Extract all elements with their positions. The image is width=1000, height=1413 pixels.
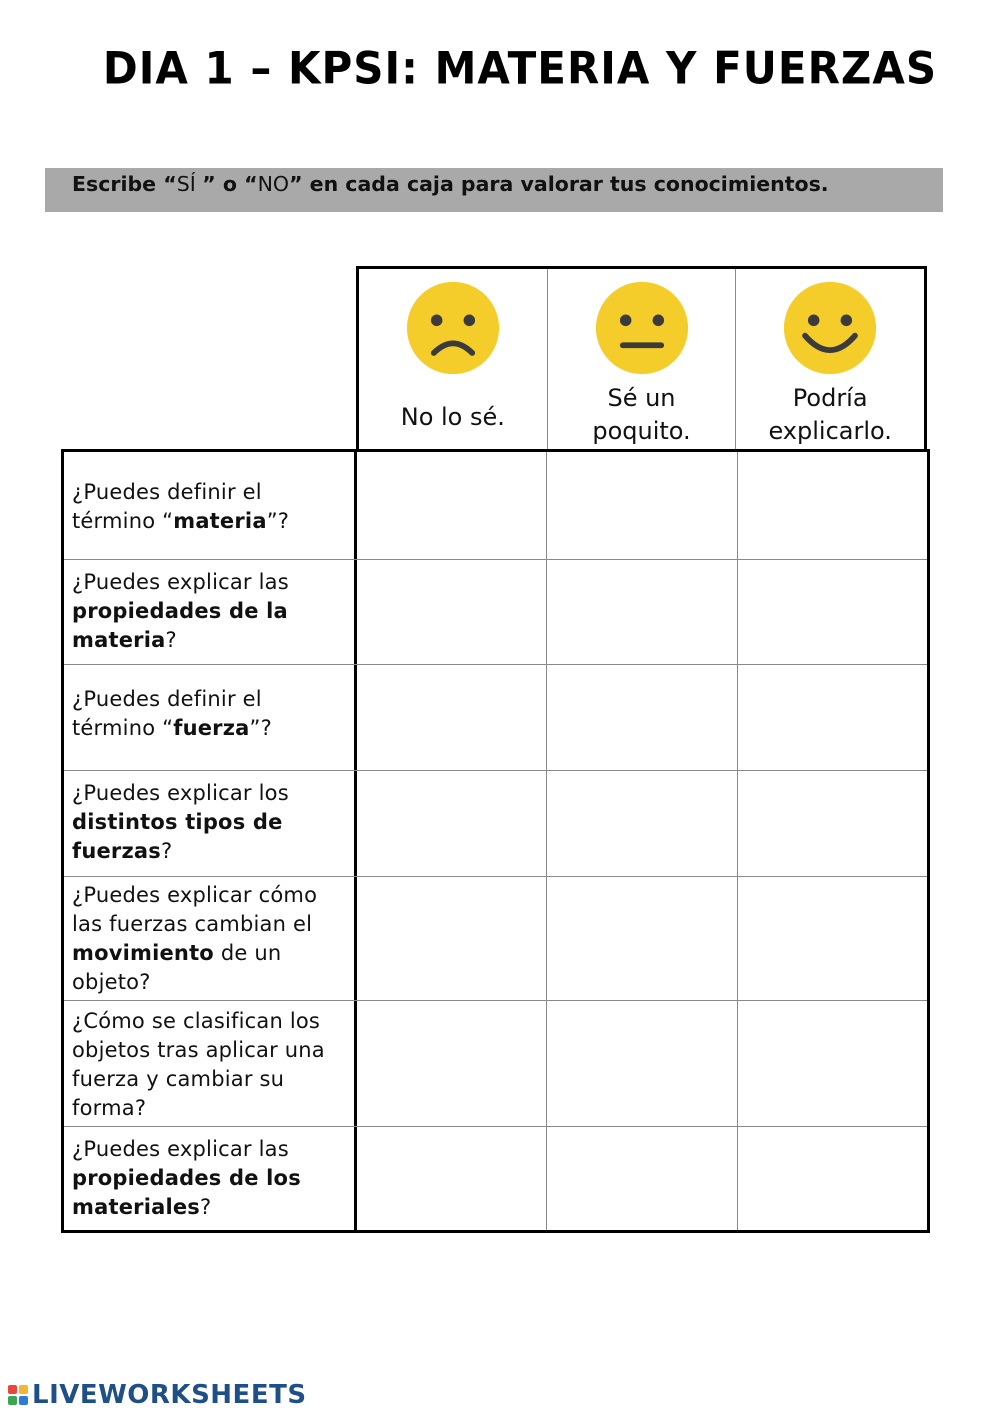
answer-box-podria-explicarlo[interactable]: [738, 877, 927, 1000]
column-header-podria-explicarlo: [736, 269, 924, 450]
answer-box-no-lo-se[interactable]: [357, 560, 547, 664]
answer-box-se-un-poquito[interactable]: [547, 1001, 737, 1126]
answer-box-se-un-poquito[interactable]: [547, 877, 737, 1000]
happy-face-icon: [782, 280, 878, 376]
answer-box-podria-explicarlo[interactable]: [738, 665, 927, 770]
question-text: ¿Puedes explicar cómo las fuerzas cambian el: [72, 883, 318, 936]
answer-box-se-un-poquito[interactable]: [547, 452, 737, 559]
question-keyword: distintos tipos de fuerzas: [72, 810, 283, 863]
instruction-text: [72, 172, 829, 196]
answer-box-no-lo-se[interactable]: [357, 771, 547, 876]
table-row: [64, 877, 927, 1001]
column-label-podria-explicarlo: Podría explicarlo.: [768, 384, 892, 445]
instruction-part3: ” en cada caja para valorar tus conocimientos.: [289, 172, 829, 196]
question-keyword: propiedades de la materia: [72, 599, 288, 652]
table-row: [64, 1001, 927, 1127]
table-row: [64, 1127, 927, 1230]
question-cell: [64, 771, 357, 876]
liveworksheets-logo-icon: [8, 1385, 28, 1405]
footer-logo[interactable]: [8, 1378, 307, 1412]
answer-box-podria-explicarlo[interactable]: [738, 1001, 927, 1126]
question-text: ¿Puedes explicar las: [72, 570, 289, 594]
instruction-si: SÍ: [176, 172, 203, 196]
sad-face-icon: [405, 280, 501, 376]
question-cell: [64, 560, 357, 664]
rating-header: [356, 266, 927, 450]
instruction-banner: [45, 168, 943, 212]
question-cell: [64, 1001, 357, 1126]
question-cell: [64, 1127, 357, 1230]
answer-box-se-un-poquito[interactable]: [547, 1127, 737, 1230]
question-text-end: ?: [160, 839, 173, 863]
question-text: ¿Cómo se clasifican los objetos tras aplicar una fuerza y cambiar su forma?: [72, 1009, 325, 1120]
answer-box-no-lo-se[interactable]: [357, 665, 547, 770]
question-text-end: ”?: [266, 509, 290, 533]
question-text: ¿Puedes definir el término “: [72, 480, 262, 533]
question-cell: [64, 665, 357, 770]
question-text: ¿Puedes definir el término “: [72, 687, 262, 740]
column-label-se-un-poquito: Sé un poquito.: [592, 384, 691, 445]
answer-box-no-lo-se[interactable]: [357, 452, 547, 559]
question-cell: [64, 877, 357, 1000]
question-cell: [64, 452, 357, 559]
question-keyword: materia: [173, 509, 267, 533]
answer-box-podria-explicarlo[interactable]: [738, 560, 927, 664]
question-text-end: ?: [200, 1195, 212, 1219]
footer-brand: LIVEWORKSHEETS: [32, 1380, 307, 1410]
neutral-face-icon: [594, 280, 690, 376]
table-row: [64, 771, 927, 877]
answer-box-se-un-poquito[interactable]: [547, 771, 737, 876]
instruction-part1: Escribe “: [72, 172, 177, 196]
instruction-part2: ” o “: [202, 172, 258, 196]
question-text-end: ”?: [249, 716, 272, 740]
answer-box-no-lo-se[interactable]: [357, 877, 547, 1000]
kpsi-table: [61, 449, 930, 1233]
question-text: ¿Puedes explicar los: [72, 781, 289, 805]
table-row: [64, 452, 927, 560]
answer-box-no-lo-se[interactable]: [357, 1001, 547, 1126]
answer-box-se-un-poquito[interactable]: [547, 560, 737, 664]
answer-box-podria-explicarlo[interactable]: [738, 771, 927, 876]
answer-box-no-lo-se[interactable]: [357, 1127, 547, 1230]
question-keyword: propiedades de los materiales: [72, 1166, 301, 1219]
column-header-no-lo-se: [359, 269, 548, 450]
table-row: [64, 560, 927, 665]
answer-box-se-un-poquito[interactable]: [547, 665, 737, 770]
question-keyword: fuerza: [173, 716, 250, 740]
page-title: DIA 1 – KPSI: MATERIA Y FUERZAS: [102, 42, 938, 95]
question-keyword: movimiento: [72, 941, 214, 965]
column-label-no-lo-se: No lo sé.: [400, 403, 505, 431]
column-header-se-un-poquito: [548, 269, 737, 450]
answer-box-podria-explicarlo[interactable]: [738, 1127, 927, 1230]
answer-box-podria-explicarlo[interactable]: [738, 452, 927, 559]
table-row: [64, 665, 927, 771]
question-text: ¿Puedes explicar las: [72, 1137, 289, 1161]
instruction-no: NO: [257, 172, 290, 196]
question-text-end: ?: [165, 628, 177, 652]
question-text-end: de un objeto?: [72, 941, 282, 994]
